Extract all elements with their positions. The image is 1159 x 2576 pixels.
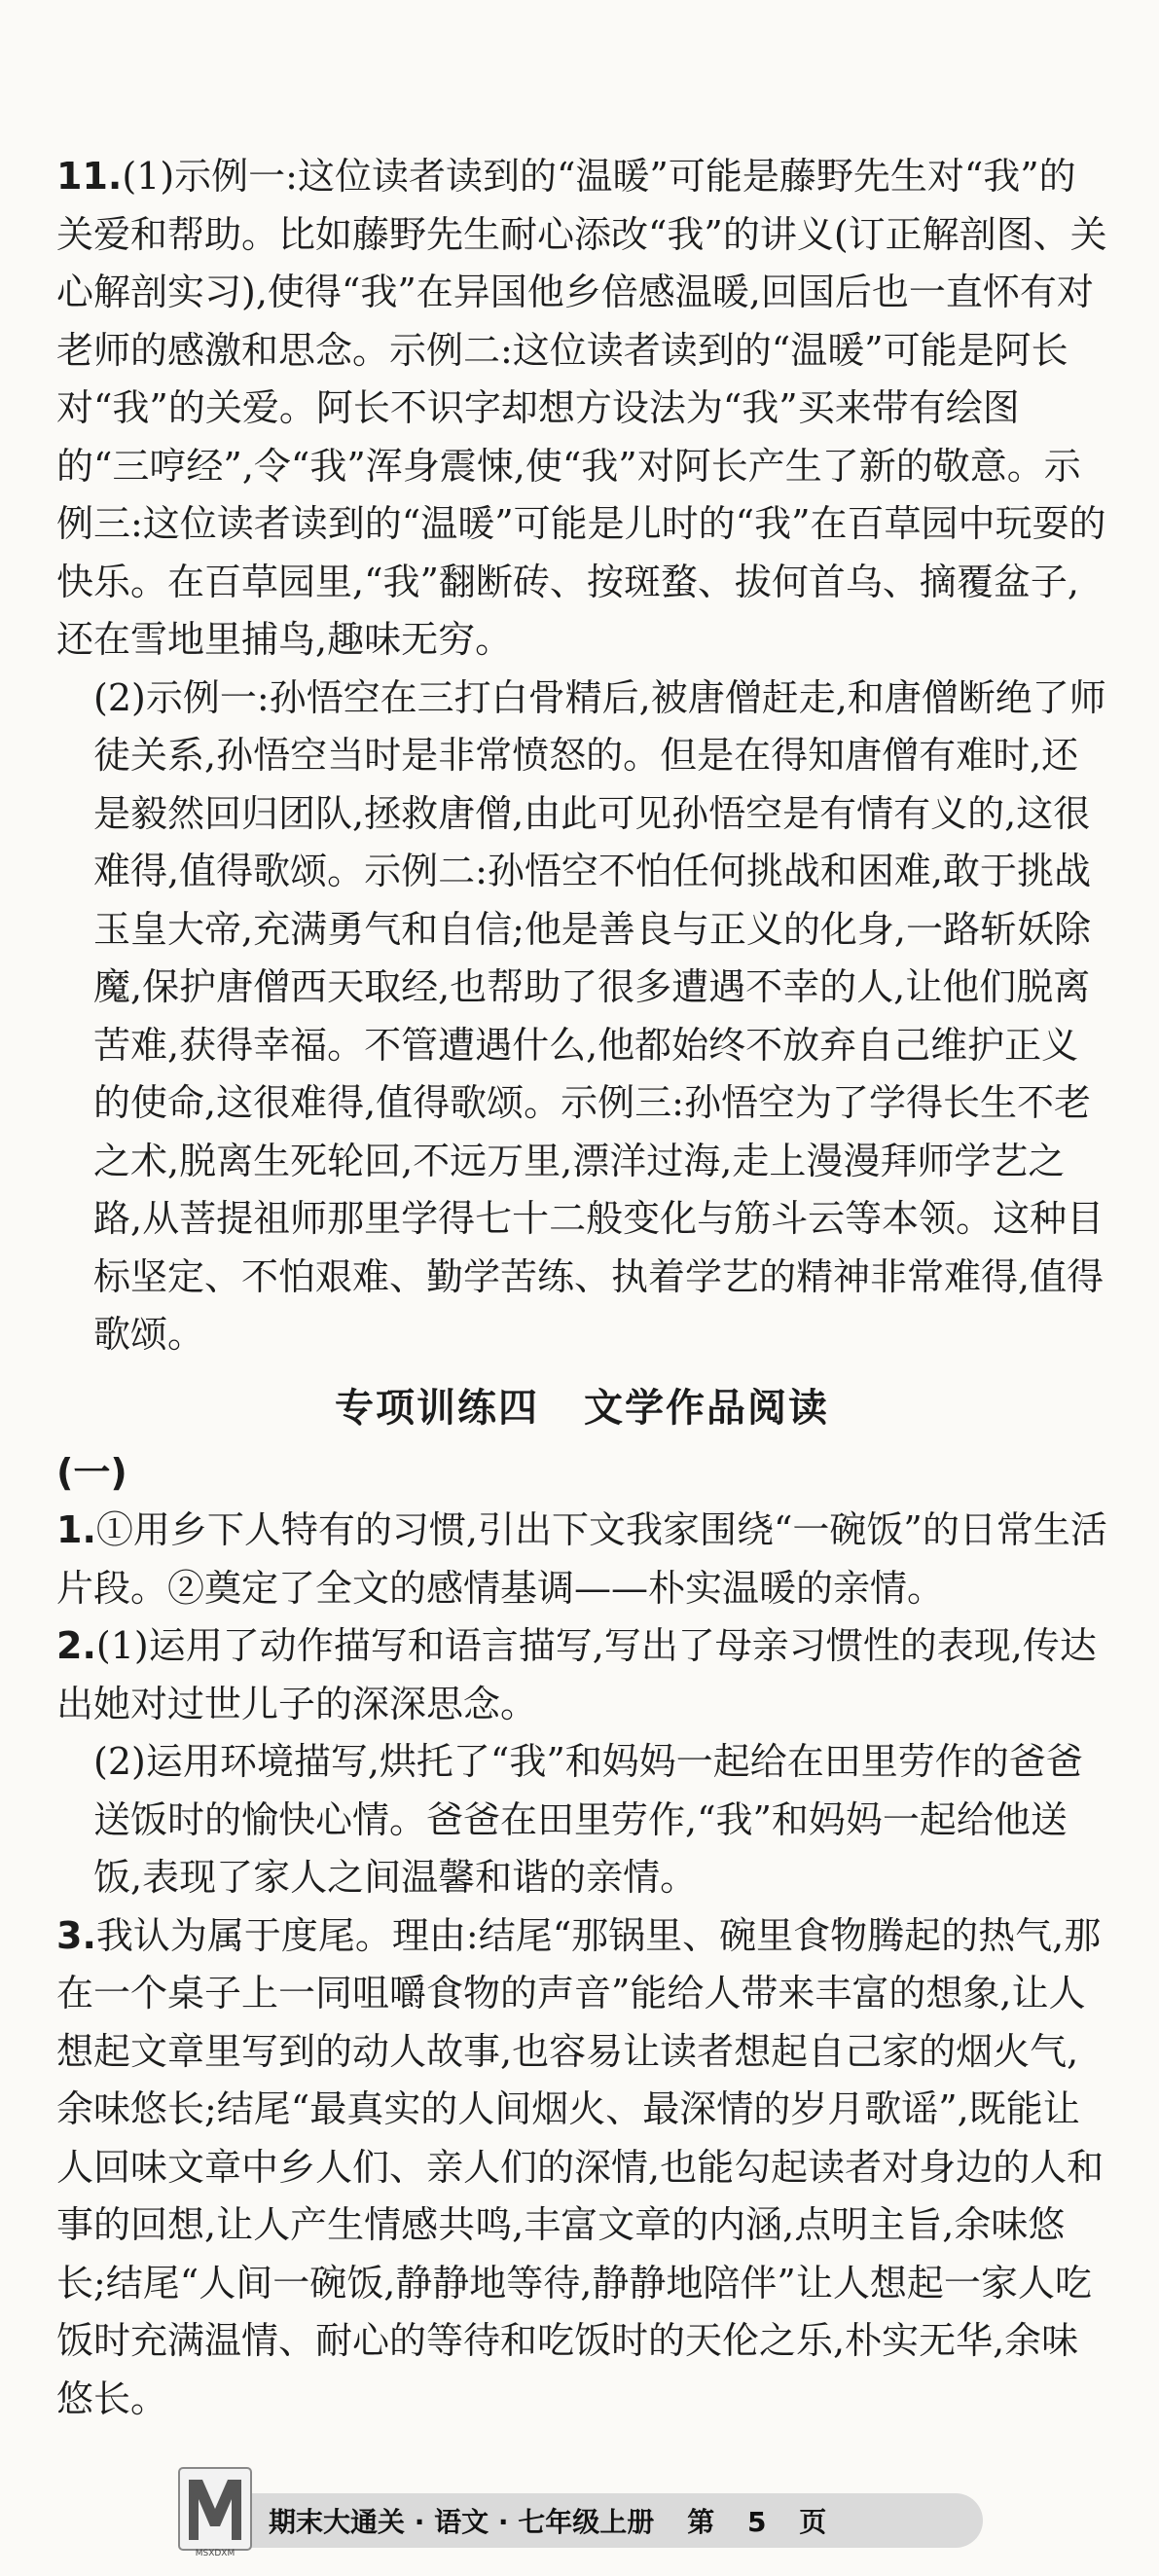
answer-text: (1)运用了动作描写和语言描写,写出了母亲习惯性的表现,传达出她对过世儿子的深深思念。 [56,1624,1097,1725]
answer-2-part-2 [56,1733,1107,1907]
answer-3 [56,1907,1107,2429]
answer-text: (2)运用环境描写,烘托了“我”和妈妈一起给在田里劳作的爸爸送饭时的愉快心情。爸爸在田里劳作,“我”和妈妈一起给他送饭,表现了家人之间温馨和谐的亲情。 [93,1740,1083,1899]
answer-text: ①用乡下人特有的习惯,引出下文我家围绕“一碗饭”的日常生活片段。②奠定了全文的感情基调——朴实温暖的亲情。 [56,1508,1107,1610]
answer-content [56,148,1107,2428]
page-number: 第 5 页 [687,2506,839,2538]
section-group-label: (一) [56,1450,127,1494]
question-number: 1. [56,1508,96,1551]
question-number: 11. [56,155,123,198]
publisher-logo-icon [175,2462,255,2559]
answer-1 [56,1502,1107,1617]
question-number: 3. [56,1913,96,1957]
answer-text: (1)示例一:这位读者读到的“温暖”可能是藤野先生对“我”的关爱和帮助。比如藤野先生耐心添改“我”的讲义(订正解剖图、关心解剖实习),使得“我”在异国他乡倍感温暖,回国后也一直怀有对老师的感激和思念。示例二:这位读者读到的“温暖”可能是阿长对“我”的关爱。阿长不识字却想方设法为“我”买来带有绘图的“三哼经”,令“我”浑身震悚,使“我”对阿长产生了新的敬意。示例三:这位读者读到的“温暖”可能是儿时的“我”在百草园中玩耍的快乐。在百草园里,“我”翻断砖、按斑蝥、拔何首乌、摘覆盆子,还在雪地里捕鸟,趣味无穷。 [56,155,1107,661]
question-number: 2. [56,1624,96,1667]
answer-text: (2)示例一:孙悟空在三打白骨精后,被唐僧赶走,和唐僧断绝了师徒关系,孙悟空当时是非常愤怒的。但是在得知唐僧有难时,还是毅然回归团队,拯救唐僧,由此可见孙悟空是有情有义的,这很难得,值得歌颂。示例二:孙悟空不怕任何挑战和困难,敢于挑战玉皇大帝,充满勇气和自信;他是善良与正义的化身,一路斩妖除魔,保护唐僧西天取经,也帮助了很多遭遇不幸的人,让他们脱离苦难,获得幸福。不管遭遇什么,他都始终不放弃自己维护正义的使命,这很难得,值得歌颂。示例三:孙悟空为了学得长生不老之术,脱离生死轮回,不远万里,漂洋过海,走上漫漫拜师学艺之路,从菩提祖师那里学得七十二般变化与筋斗云等本领。这种目标坚定、不怕艰难、勤学苦练、执着学艺的精神非常难得,值得歌颂。 [93,675,1106,1356]
section-title: 专项训练四 文学作品阅读 [335,1385,829,1431]
book-title: 期末大通关 · 语文 · 七年级上册 [269,2506,655,2538]
answer-2-part-1 [56,1617,1107,1733]
answer-11-part-2 [56,670,1107,1364]
answer-text: 我认为属于度尾。理由:结尾“那锅里、碗里食物腾起的热气,那在一个桌子上一同咀嚼食物的声音”能给人带来丰富的想象,让人想起文章里写到的动人故事,也容易让读者想起自己家的烟火气,余味悠长;结尾“最真实的人间烟火、最深情的岁月歌谣”,既能让人回味文章中乡人们、亲人们的深情,也能勾起读者对身边的人和事的回想,让人产生情感共鸣,丰富文章的内涵,点明主旨,余味悠长;结尾“人间一碗饭,静静地等待,静静地陪伴”让人想起一家人吃饭时充满温情、耐心的等待和吃饭时的天伦之乐,朴实无华,余味悠长。 [56,1913,1105,2420]
svg-text:MSXDXM: MSXDXM [195,2549,235,2558]
answer-11-part-1 [56,148,1107,670]
page-footer [185,2493,983,2548]
